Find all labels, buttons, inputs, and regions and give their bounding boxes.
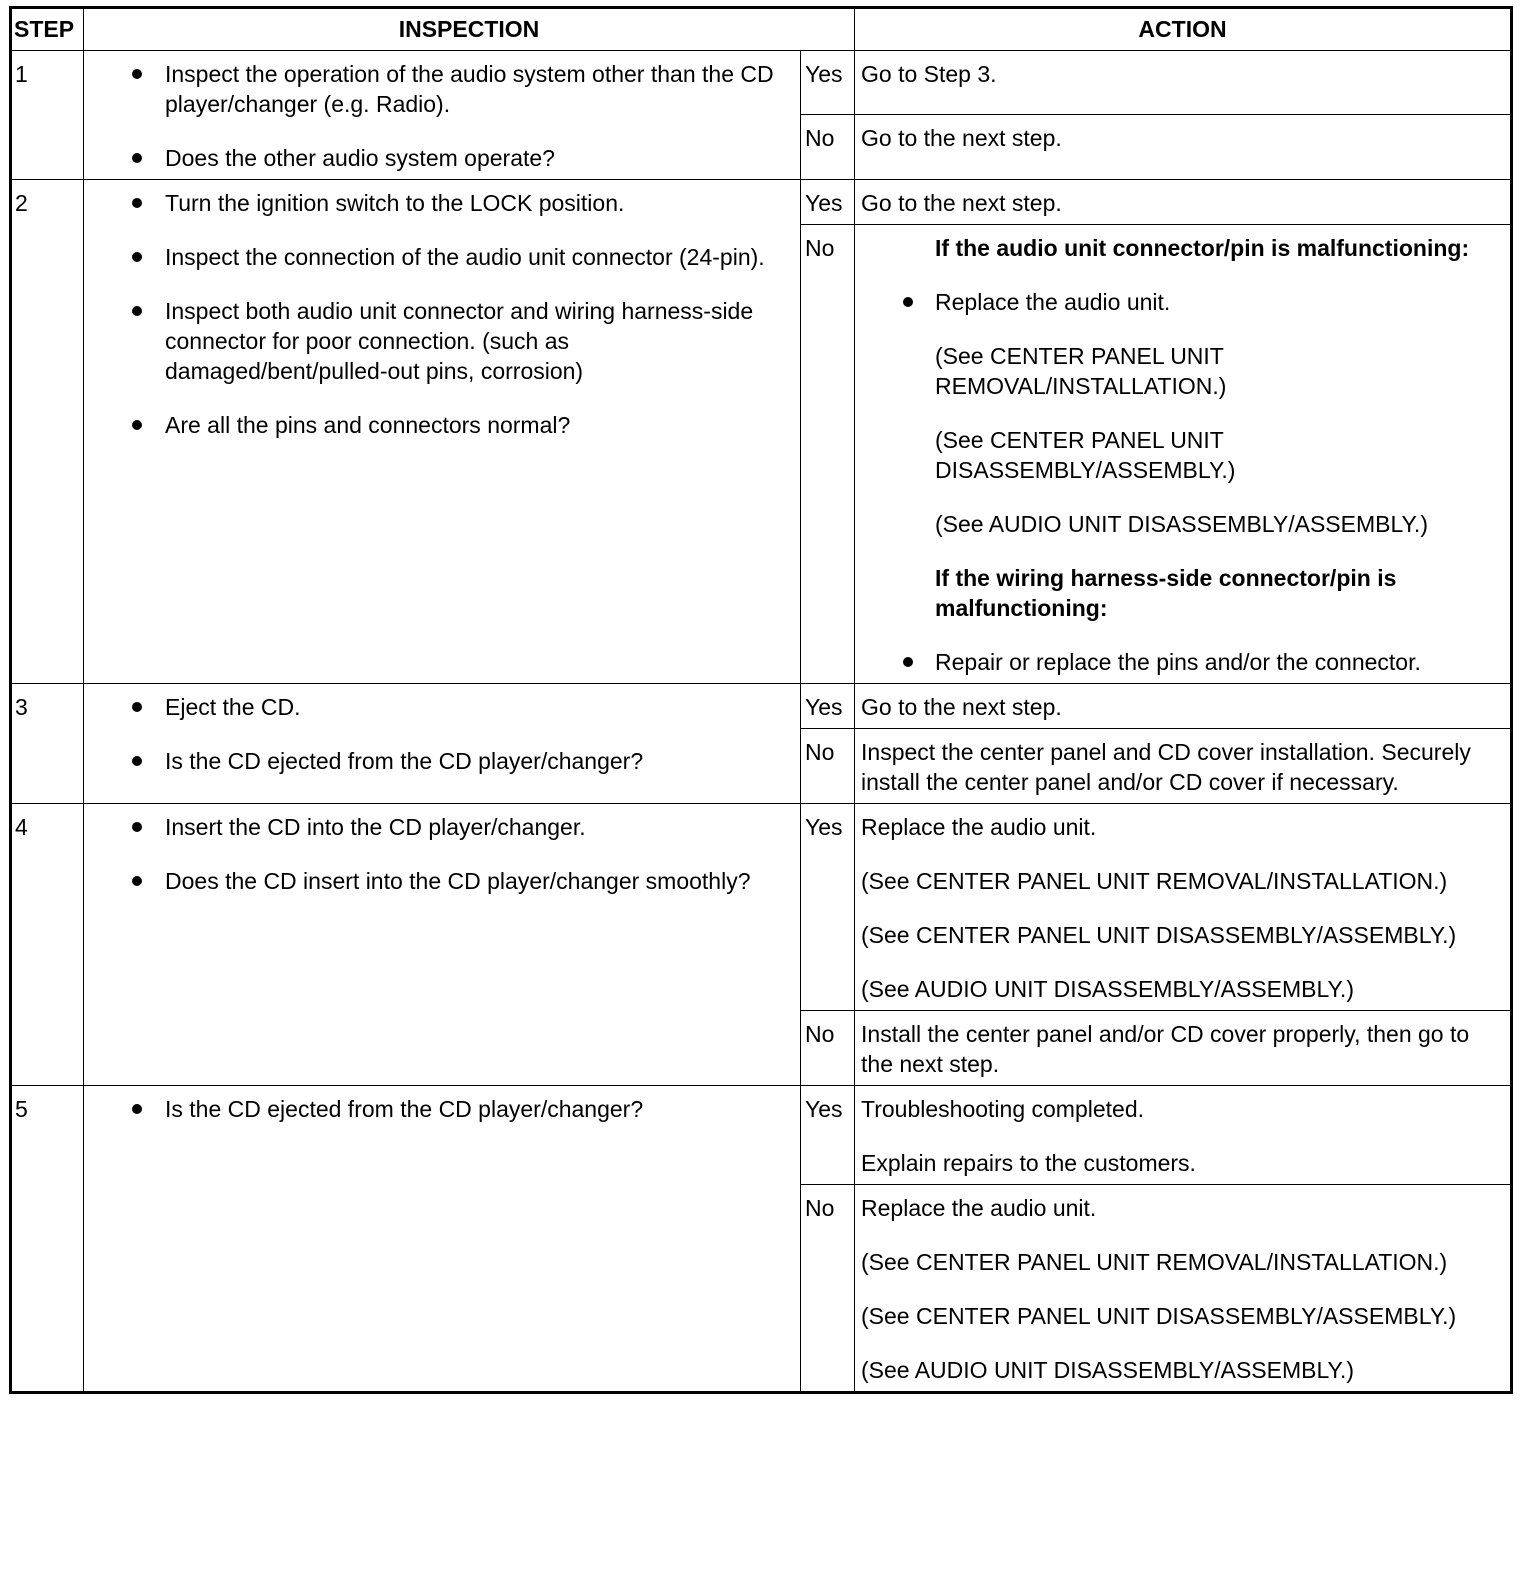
inspection-item: Inspect the operation of the audio system other than the CD player/changer (e.g. Radio). bbox=[84, 59, 790, 119]
inspection-item: Does the CD insert into the CD player/changer smoothly? bbox=[84, 866, 790, 896]
inspection-item: Inspect both audio unit connector and wiring harness-side connector for poor connection. (such as damaged/bent/pulled-out pins, corrosion) bbox=[84, 296, 790, 386]
reference-link[interactable]: (See AUDIO UNIT DISASSEMBLY/ASSEMBLY.) bbox=[861, 1357, 1354, 1383]
reference-link[interactable]: (See AUDIO UNIT DISASSEMBLY/ASSEMBLY.) bbox=[935, 511, 1428, 537]
step-number: 5 bbox=[11, 1086, 84, 1393]
action-text: Go to Step 3. bbox=[861, 61, 997, 87]
action-item: Replace the audio unit. bbox=[861, 287, 1502, 317]
condition-heading: If the audio unit connector/pin is malfunctioning: bbox=[935, 235, 1470, 261]
inspection-item: Eject the CD. bbox=[84, 692, 790, 722]
yes-label: Yes bbox=[801, 1086, 855, 1185]
inspection-cell bbox=[84, 1086, 801, 1393]
inspection-item: Is the CD ejected from the CD player/changer? bbox=[84, 746, 790, 776]
action-cell bbox=[855, 729, 1512, 804]
action-cell bbox=[855, 180, 1512, 225]
bullet-icon bbox=[132, 1104, 142, 1114]
no-label: No bbox=[801, 1011, 855, 1086]
action-cell bbox=[855, 1185, 1512, 1393]
inspection-cell bbox=[84, 180, 801, 684]
action-item: Repair or replace the pins and/or the connector. bbox=[861, 647, 1502, 677]
reference-link[interactable]: (See CENTER PANEL UNIT DISASSEMBLY/ASSEMBLY.) bbox=[861, 1303, 1457, 1329]
inspection-cell bbox=[84, 804, 801, 1086]
inspection-item: Insert the CD into the CD player/changer. bbox=[84, 812, 790, 842]
inspection-cell bbox=[84, 51, 801, 180]
header-step: STEP bbox=[11, 8, 84, 51]
reference-link[interactable]: (See CENTER PANEL UNIT DISASSEMBLY/ASSEMBLY.) bbox=[935, 427, 1236, 483]
step-3-yes-row bbox=[11, 684, 1512, 729]
bullet-icon bbox=[132, 420, 142, 430]
bullet-icon bbox=[132, 252, 142, 262]
bullet-icon bbox=[132, 702, 142, 712]
bullet-icon bbox=[132, 756, 142, 766]
action-text: Explain repairs to the customers. bbox=[861, 1150, 1196, 1176]
yes-label: Yes bbox=[801, 684, 855, 729]
action-cell bbox=[855, 1011, 1512, 1086]
bullet-icon bbox=[903, 297, 913, 307]
action-text: Inspect the center panel and CD cover installation. Securely install the center panel and/or CD cover if necessary. bbox=[861, 739, 1471, 795]
step-5-yes-row bbox=[11, 1086, 1512, 1185]
step-number: 2 bbox=[11, 180, 84, 684]
action-cell bbox=[855, 114, 1512, 179]
no-label: No bbox=[801, 1185, 855, 1393]
no-label: No bbox=[801, 729, 855, 804]
action-text: Go to the next step. bbox=[861, 190, 1062, 216]
reference-link[interactable]: (See CENTER PANEL UNIT REMOVAL/INSTALLATION.) bbox=[861, 1249, 1448, 1275]
header-action: ACTION bbox=[855, 8, 1512, 51]
bullet-icon bbox=[132, 876, 142, 886]
action-text: Replace the audio unit. bbox=[861, 814, 1097, 840]
bullet-icon bbox=[132, 198, 142, 208]
bullet-icon bbox=[132, 822, 142, 832]
header-inspection: INSPECTION bbox=[84, 8, 855, 51]
reference-link[interactable]: (See CENTER PANEL UNIT REMOVAL/INSTALLATION.) bbox=[935, 343, 1227, 399]
step-1-yes-row bbox=[11, 51, 1512, 115]
action-text: Replace the audio unit. bbox=[861, 1195, 1097, 1221]
inspection-item: Are all the pins and connectors normal? bbox=[84, 410, 790, 440]
yes-label: Yes bbox=[801, 804, 855, 1011]
step-number: 1 bbox=[11, 51, 84, 180]
reference-link[interactable]: (See AUDIO UNIT DISASSEMBLY/ASSEMBLY.) bbox=[861, 976, 1354, 1002]
reference-link[interactable]: (See CENTER PANEL UNIT REMOVAL/INSTALLATION.) bbox=[861, 868, 1448, 894]
action-text: Install the center panel and/or CD cover properly, then go to the next step. bbox=[861, 1021, 1470, 1077]
header-row bbox=[11, 8, 1512, 51]
action-cell bbox=[855, 1086, 1512, 1185]
action-cell bbox=[855, 51, 1512, 115]
bullet-icon bbox=[132, 69, 142, 79]
bullet-icon bbox=[132, 153, 142, 163]
troubleshooting-table bbox=[9, 6, 1513, 1394]
condition-heading: If the wiring harness-side connector/pin is malfunctioning: bbox=[935, 565, 1397, 621]
bullet-icon bbox=[903, 657, 913, 667]
yes-label: Yes bbox=[801, 180, 855, 225]
action-text: Go to the next step. bbox=[861, 124, 1062, 151]
action-text: Go to the next step. bbox=[861, 694, 1062, 720]
inspection-item: Turn the ignition switch to the LOCK position. bbox=[84, 188, 790, 218]
inspection-item: Does the other audio system operate? bbox=[84, 143, 790, 173]
reference-link[interactable]: (See CENTER PANEL UNIT DISASSEMBLY/ASSEMBLY.) bbox=[861, 922, 1457, 948]
action-text: Troubleshooting completed. bbox=[861, 1096, 1145, 1122]
yes-label: Yes bbox=[801, 51, 855, 115]
action-cell bbox=[855, 684, 1512, 729]
action-cell bbox=[855, 804, 1512, 1011]
bullet-icon bbox=[132, 306, 142, 316]
action-cell bbox=[855, 225, 1512, 684]
step-2-yes-row bbox=[11, 180, 1512, 225]
no-label: No bbox=[801, 114, 855, 179]
no-label: No bbox=[801, 225, 855, 684]
inspection-cell bbox=[84, 684, 801, 804]
step-4-yes-row bbox=[11, 804, 1512, 1011]
step-number: 4 bbox=[11, 804, 84, 1086]
troubleshooting-table-wrapper bbox=[9, 6, 1510, 1394]
inspection-item: Inspect the connection of the audio unit connector (24-pin). bbox=[84, 242, 790, 272]
step-number: 3 bbox=[11, 684, 84, 804]
inspection-item: Is the CD ejected from the CD player/changer? bbox=[84, 1094, 790, 1124]
